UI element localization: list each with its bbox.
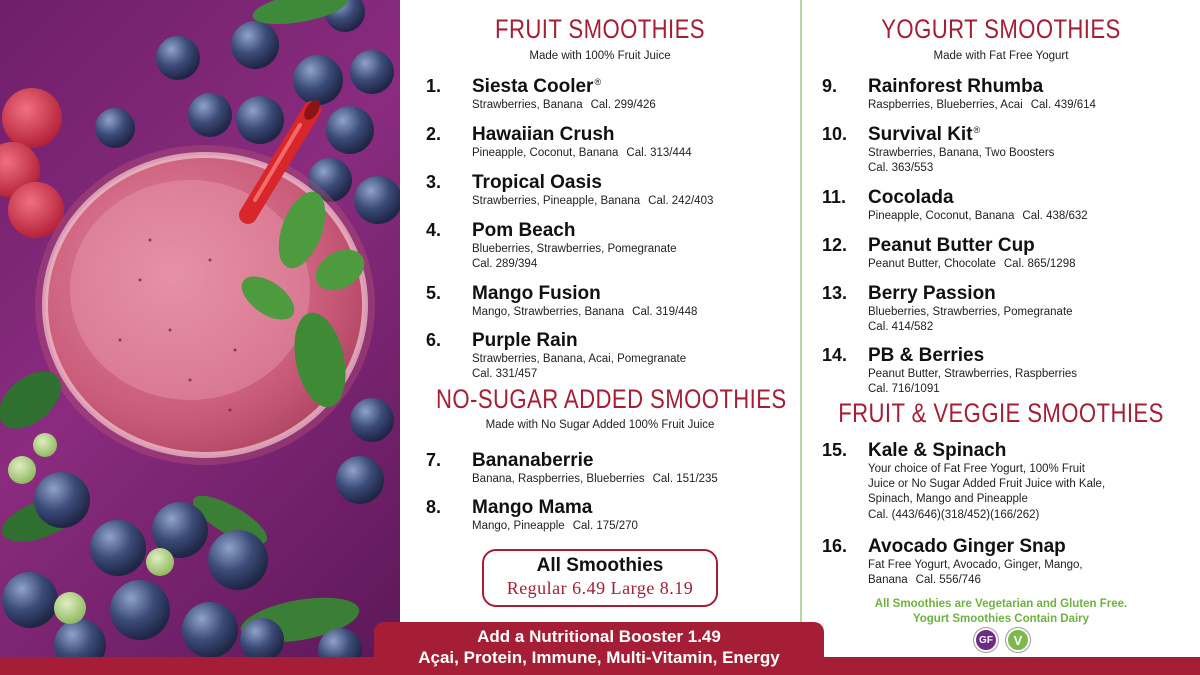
price-line: Regular 6.49 Large 8.19	[506, 578, 694, 598]
no-sugar-smoothies-subtitle: Made with No Sugar Added 100% Fruit Juice	[485, 419, 715, 431]
booster-banner	[374, 622, 824, 675]
smoothie-illustration	[0, 0, 400, 675]
vegetarian-note: All Smoothies are Vegetarian and Gluten Free.	[874, 598, 1128, 610]
column-divider	[800, 0, 802, 655]
raspberries	[0, 88, 64, 238]
vegetarian-icon: V	[1006, 628, 1030, 652]
yogurt-smoothies-subtitle: Made with Fat Free Yogurt	[933, 50, 1069, 62]
fruit-smoothies-title: FRUIT SMOOTHIES	[495, 14, 705, 44]
blueberries-bottom	[2, 472, 362, 672]
price-heading: All Smoothies	[536, 555, 664, 576]
smoothie-photo	[0, 0, 400, 675]
booster-price: Add a Nutritional Booster 1.49	[477, 627, 721, 646]
fruit-veggie-smoothies-title: FRUIT & VEGGIE SMOOTHIES	[838, 398, 1164, 428]
price-box	[482, 549, 718, 607]
gluten-free-icon: GF	[974, 628, 998, 652]
fruit-smoothies-subtitle: Made with 100% Fruit Juice	[529, 50, 671, 62]
yogurt-smoothies-title: YOGURT SMOOTHIES	[881, 14, 1121, 44]
booster-options: Açai, Protein, Immune, Multi-Vitamin, Energy	[418, 648, 780, 667]
no-sugar-smoothies-title: NO-SUGAR ADDED SMOOTHIES	[436, 384, 787, 414]
dairy-note: Yogurt Smoothies Contain Dairy	[912, 613, 1090, 625]
